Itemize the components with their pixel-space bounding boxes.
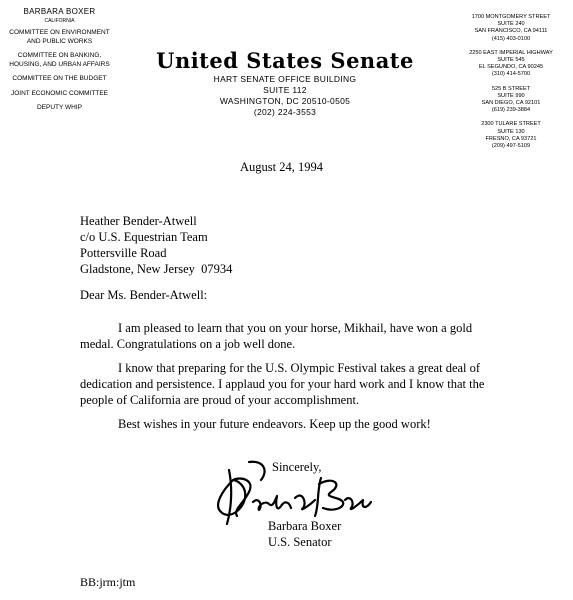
office-city: WASHINGTON, DC 20510-0505: [219, 96, 351, 106]
letterhead-center: [150, 48, 420, 118]
office-line: SUITE 240: [497, 21, 525, 28]
address-line: Gladstone, New Jersey 07934: [80, 262, 233, 276]
body-paragraph: [80, 360, 505, 408]
office-building: HART SENATE OFFICE BUILDING: [213, 74, 357, 84]
office-line: (209) 497-5109: [491, 143, 531, 150]
body-paragraph: [80, 320, 505, 352]
office-line: FRESNO, CA 93721: [485, 135, 537, 142]
letter-date: August 24, 1994: [240, 160, 323, 174]
closing: Sincerely,: [272, 460, 322, 474]
office-line: SUITE 990: [497, 92, 525, 99]
field-office: [450, 121, 572, 150]
field-office: [450, 86, 572, 115]
office-line: (415) 403-0100: [491, 35, 531, 42]
address-line: Pottersville Road: [80, 246, 167, 260]
signature-block: [268, 518, 341, 550]
letterhead-right-column: [450, 14, 572, 157]
senate-title: United States Senate: [156, 48, 414, 73]
committee-item: COMMITTEE ON BANKING, HOUSING, AND URBAN AFFAIRS: [9, 52, 110, 68]
address-line: c/o U.S. Equestrian Team: [80, 230, 208, 244]
body-paragraph: [80, 416, 505, 432]
office-suite: SUITE 112: [263, 85, 307, 95]
recipient-address: [80, 213, 232, 277]
paragraph-text: I am pleased to learn that you on your horse, Mikhail, have won a gold medal. Congratulations on a job well done.: [80, 321, 473, 351]
office-line: 1700 MONTGOMERY STREET: [471, 14, 551, 20]
office-phone: (202) 224-3553: [253, 107, 317, 117]
office-line: SUITE 545: [497, 57, 525, 64]
field-office: [450, 50, 572, 79]
office-line: EL SEGUNDO, CA 90245: [478, 64, 544, 71]
typist-initials: BB:jrm:jtm: [80, 575, 136, 589]
committee-item: JOINT ECONOMIC COMMITTEE: [10, 89, 109, 97]
office-line: SAN FRANCISCO, CA 94111: [474, 28, 548, 35]
committee-item: DEPUTY WHIP: [36, 104, 83, 111]
committee-item: COMMITTEE ON THE BUDGET: [12, 75, 107, 82]
salutation: Dear Ms. Bender-Atwell:: [80, 288, 208, 302]
office-line: (310) 414-5700: [491, 71, 531, 78]
signer-title: U.S. Senator: [268, 535, 332, 549]
letterhead-left-column: [2, 8, 117, 119]
office-line: 2250 EAST IMPERIAL HIGHWAY: [469, 49, 553, 56]
paragraph-text: Best wishes in your future endeavors. Keep up the good work!: [118, 417, 431, 431]
senator-state: CALIFORNIA: [44, 17, 75, 24]
office-line: (619) 239-3884: [491, 107, 531, 114]
office-line: SUITE 130: [497, 128, 525, 135]
signer-name: Barbara Boxer: [268, 519, 342, 533]
office-line: 525 B STREET: [491, 85, 531, 92]
senator-name: BARBARA BOXER: [23, 7, 96, 16]
office-line: 2300 TULARE STREET: [481, 121, 541, 128]
committee-item: COMMITTEE ON ENVIRONMENT AND PUBLIC WORKS: [9, 29, 110, 45]
field-office: [450, 14, 572, 43]
office-line: SAN DIEGO, CA 92101: [481, 100, 541, 107]
paragraph-text: I know that preparing for the U.S. Olympic Festival takes a great deal of dedication and persistence. I applaud you for your hard work and I know that the people of California are proud of your accomplishment.: [80, 361, 485, 407]
address-line: Heather Bender-Atwell: [80, 214, 197, 228]
